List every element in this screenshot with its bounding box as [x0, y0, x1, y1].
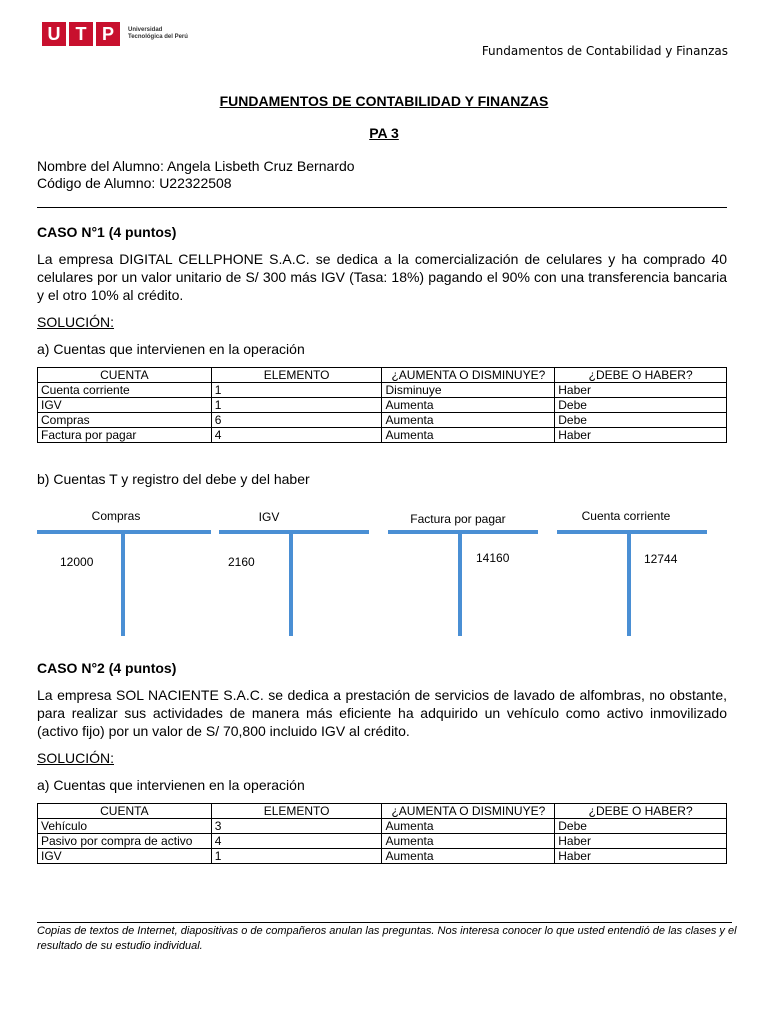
table-cell: Haber — [555, 428, 727, 443]
table-cell: Aumenta — [382, 398, 555, 413]
t-account-factura-por-pagar — [388, 512, 538, 636]
table-cell: IGV — [38, 398, 212, 413]
table-cell: Aumenta — [382, 428, 555, 443]
header-course-title: Fundamentos de Contabilidad y Finanzas — [481, 44, 728, 58]
table-row — [38, 383, 727, 398]
student-code: Código de Alumno: U22322508 — [37, 175, 232, 191]
table-row — [38, 413, 727, 428]
footer-divider — [37, 922, 732, 923]
case1-part-b: b) Cuentas T y registro del debe y del haber — [37, 471, 310, 487]
table-cell: Pasivo por compra de activo — [38, 834, 212, 849]
table-cell: Compras — [38, 413, 212, 428]
case2-part-a: a) Cuentas que intervienen en la operación — [37, 777, 305, 793]
utp-logo — [42, 22, 188, 46]
case2-solution: SOLUCIÓN: — [37, 750, 115, 766]
table-cell: Disminuye — [382, 383, 555, 398]
table-cell: Haber — [555, 849, 727, 864]
table-cell: 6 — [211, 413, 382, 428]
footer-note: Copias de textos de Internet, diapositivas o de compañeros anulan las preguntas. Nos interesa conocer lo que usted entendió de las clases y el resultado de su estudio individual. — [37, 925, 737, 952]
t-account-name: Compras — [91, 509, 141, 523]
table-row — [38, 834, 727, 849]
logo-letter-u: U — [42, 22, 66, 46]
table-cell: Debe — [555, 398, 727, 413]
logo-letter-t: T — [69, 22, 93, 46]
t-account-name: Factura por pagar — [410, 512, 506, 526]
t-account-cuenta-corriente — [557, 509, 707, 636]
document-subtitle: PA 3 — [369, 125, 399, 141]
table-cell: Vehículo — [38, 819, 212, 834]
table-cell: Haber — [555, 383, 727, 398]
t-account-name: Cuenta corriente — [581, 509, 671, 523]
t-account-debit: 12000 — [60, 555, 94, 569]
case2-accounts-table — [37, 803, 727, 864]
col-header: ELEMENTO — [211, 804, 382, 819]
t-account-stem — [458, 530, 462, 636]
col-header: ¿DEBE O HABER? — [555, 804, 727, 819]
table-cell: Aumenta — [382, 849, 555, 864]
t-account-name: IGV — [258, 510, 280, 524]
table-row — [38, 849, 727, 864]
case1-heading: CASO N°1 (4 puntos) — [37, 224, 177, 240]
table-cell: 4 — [211, 428, 382, 443]
table-cell: Aumenta — [382, 834, 555, 849]
col-header: CUENTA — [38, 368, 212, 383]
divider — [37, 207, 727, 208]
t-account-stem — [121, 530, 125, 636]
table-cell: 1 — [211, 849, 382, 864]
table-row — [38, 398, 727, 413]
t-account-stem — [289, 530, 293, 636]
table-cell: Debe — [555, 819, 727, 834]
document-title: FUNDAMENTOS DE CONTABILIDAD Y FINANZAS — [219, 93, 549, 109]
case1-accounts-table — [37, 367, 727, 443]
case2-text: La empresa SOL NACIENTE S.A.C. se dedica a prestación de servicios de lavado de alfombras, no obstante, para realizar sus actividades de manera más eficiente ha adquirido un vehículo como activo inmovilizado (activo fijo) por un valor de S/ 70,800 incluido IGV al crédito. — [37, 687, 727, 739]
table-header-row — [38, 804, 727, 819]
col-header: ¿AUMENTA O DISMINUYE? — [382, 368, 555, 383]
col-header: ¿AUMENTA O DISMINUYE? — [382, 804, 555, 819]
col-header: ELEMENTO — [211, 368, 382, 383]
table-cell: Cuenta corriente — [38, 383, 212, 398]
t-account-stem — [627, 530, 631, 636]
t-account-credit: 12744 — [644, 552, 678, 566]
table-row — [38, 819, 727, 834]
t-accounts-diagram — [0, 500, 768, 645]
table-header-row — [38, 368, 727, 383]
col-header: ¿DEBE O HABER? — [555, 368, 727, 383]
logo-letter-p: P — [96, 22, 120, 46]
table-cell: Haber — [555, 834, 727, 849]
t-account-bar — [388, 530, 538, 534]
logo-university-name: Universidad Tecnológica del Perú — [128, 27, 188, 40]
table-cell: Factura por pagar — [38, 428, 212, 443]
t-account-credit: 14160 — [476, 551, 510, 565]
table-row — [38, 428, 727, 443]
case1-solution: SOLUCIÓN: — [37, 314, 115, 330]
table-cell: 1 — [211, 398, 382, 413]
case1-text: La empresa DIGITAL CELLPHONE S.A.C. se dedica a la comercialización de celulares y ha comprado 40 celulares por un valor unitario de S/ 300 más IGV (Tasa: 18%) pagando el 90% con una transferencia bancaria y el otro 10% al crédito. — [37, 251, 727, 303]
table-cell: 4 — [211, 834, 382, 849]
table-cell: 1 — [211, 383, 382, 398]
table-cell: 3 — [211, 819, 382, 834]
table-cell: Aumenta — [382, 819, 555, 834]
case2-heading: CASO N°2 (4 puntos) — [37, 660, 177, 676]
table-cell: IGV — [38, 849, 212, 864]
student-name: Nombre del Alumno: Angela Lisbeth Cruz Bernardo — [37, 158, 355, 174]
table-cell: Aumenta — [382, 413, 555, 428]
col-header: CUENTA — [38, 804, 212, 819]
case1-part-a: a) Cuentas que intervienen en la operación — [37, 341, 305, 357]
t-account-bar — [219, 530, 369, 534]
t-account-bar — [557, 530, 707, 534]
table-cell: Debe — [555, 413, 727, 428]
t-account-igv — [219, 510, 369, 636]
t-account-debit: 2160 — [228, 555, 255, 569]
t-account-compras — [37, 509, 211, 636]
